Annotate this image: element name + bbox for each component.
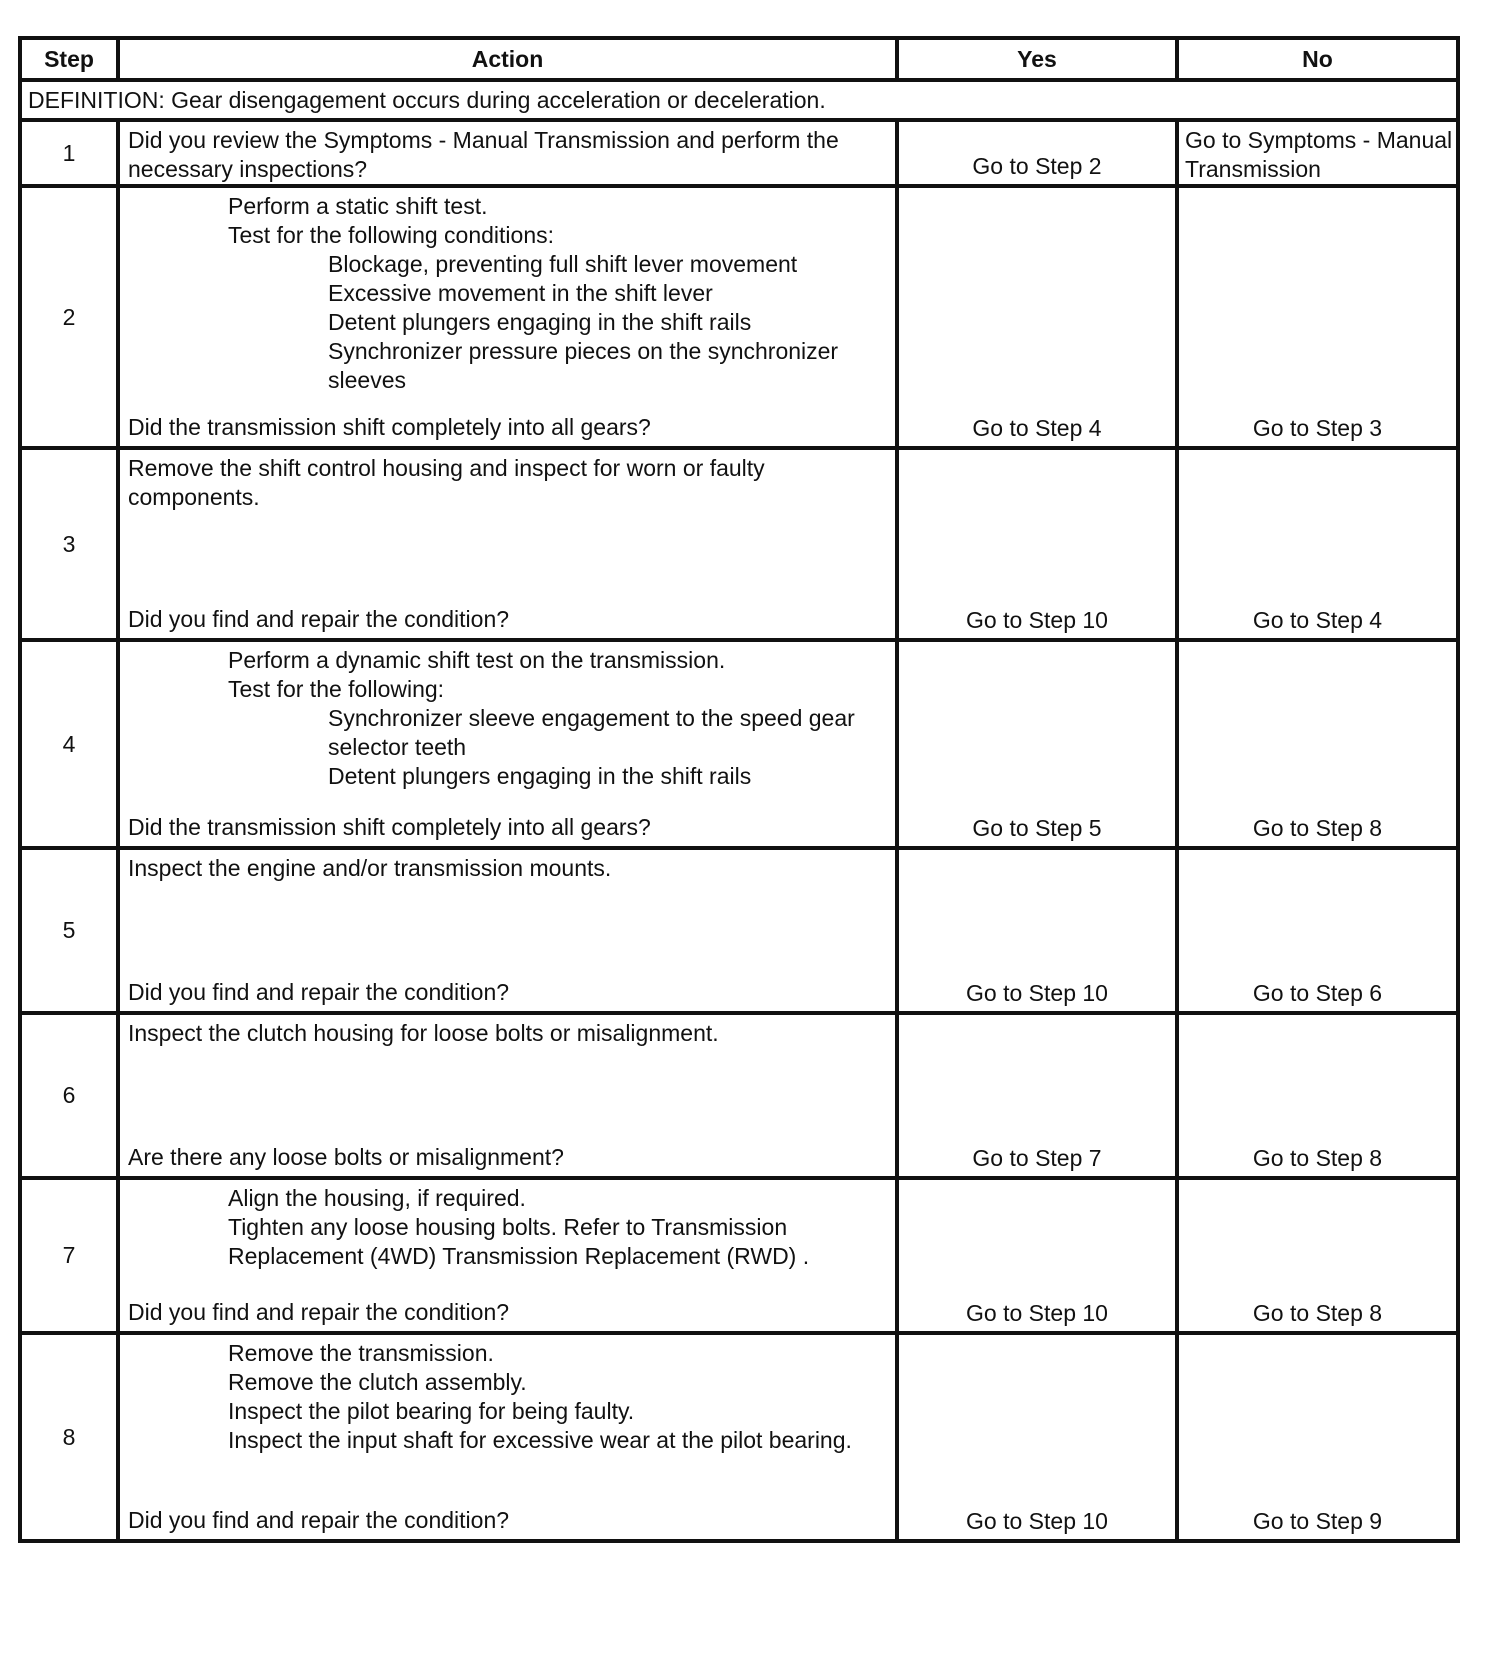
action-question: Are there any loose bolts or misalignment? xyxy=(128,1144,564,1170)
action-question: Did the transmission shift completely into all gears? xyxy=(128,814,651,840)
yes-cell xyxy=(897,448,1177,640)
definition-text: DEFINITION: Gear disengagement occurs during acceleration or deceleration. xyxy=(20,80,1458,120)
step-action xyxy=(118,1333,897,1541)
no-cell xyxy=(1177,448,1458,640)
action-line: Inspect the input shaft for excessive wear at the pilot bearing. xyxy=(228,1427,852,1453)
action-line: Excessive movement in the shift lever xyxy=(328,280,713,306)
step-row xyxy=(20,1178,1458,1333)
no-outcome: Go to Step 8 xyxy=(1252,1145,1383,1171)
header-no: No xyxy=(1177,38,1458,80)
step-action xyxy=(118,848,897,1013)
yes-cell xyxy=(897,848,1177,1013)
step-number: 4 xyxy=(20,640,118,848)
step-number: 8 xyxy=(20,1333,118,1541)
step-number: 2 xyxy=(20,186,118,448)
yes-cell xyxy=(897,1013,1177,1178)
yes-outcome: Go to Step 10 xyxy=(966,1300,1108,1326)
action-line: Align the housing, if required. xyxy=(228,1185,526,1211)
step-number: 3 xyxy=(20,448,118,640)
action-line: Detent plungers engaging in the shift rails xyxy=(328,763,752,789)
yes-outcome: Go to Step 10 xyxy=(966,607,1108,633)
action-question: Did you find and repair the condition? xyxy=(128,979,510,1005)
step-row xyxy=(20,1333,1458,1541)
no-cell xyxy=(1177,1333,1458,1541)
action-question: Did the transmission shift completely into all gears? xyxy=(128,414,651,440)
no-cell xyxy=(1177,1178,1458,1333)
no-outcome: Go to Step 9 xyxy=(1252,1508,1383,1534)
action-line: Perform a dynamic shift test on the transmission. xyxy=(228,647,726,673)
action-question: Did you find and repair the condition? xyxy=(128,1507,510,1533)
step-number: 7 xyxy=(20,1178,118,1333)
no-cell xyxy=(1177,1013,1458,1178)
yes-cell xyxy=(897,1178,1177,1333)
no-outcome: Go to Step 4 xyxy=(1252,607,1383,633)
header-row xyxy=(20,38,1458,80)
step-row xyxy=(20,448,1458,640)
action-line: Remove the shift control housing and inspect for worn or faulty components. xyxy=(128,455,765,510)
step-row xyxy=(20,120,1458,186)
yes-cell xyxy=(897,186,1177,448)
action-question: Did you find and repair the condition? xyxy=(128,1299,510,1325)
no-outcome: Go to Symptoms - Manual Transmission xyxy=(1185,127,1453,182)
action-question: Did you review the Symptoms - Manual Transmission and perform the necessary inspections? xyxy=(128,127,839,182)
action-line: Inspect the clutch housing for loose bolts or misalignment. xyxy=(128,1020,719,1046)
action-line: Synchronizer pressure pieces on the synchronizer sleeves xyxy=(328,338,839,393)
action-line: Remove the transmission. xyxy=(228,1340,494,1366)
header-yes: Yes xyxy=(897,38,1177,80)
step-row xyxy=(20,1013,1458,1178)
step-action xyxy=(118,120,897,186)
header-step: Step xyxy=(20,38,118,80)
no-cell xyxy=(1177,848,1458,1013)
action-line: Blockage, preventing full shift lever movement xyxy=(328,251,798,277)
step-action xyxy=(118,186,897,448)
step-number: 1 xyxy=(20,120,118,186)
no-cell xyxy=(1177,120,1458,186)
header-action: Action xyxy=(118,38,897,80)
step-action xyxy=(118,640,897,848)
action-line: Remove the clutch assembly. xyxy=(228,1369,527,1395)
step-action xyxy=(118,1178,897,1333)
no-cell xyxy=(1177,186,1458,448)
action-question: Did you find and repair the condition? xyxy=(128,606,510,632)
action-line: Synchronizer sleeve engagement to the speed gear selector teeth xyxy=(328,705,855,760)
yes-outcome: Go to Step 10 xyxy=(966,1508,1108,1534)
action-line: Detent plungers engaging in the shift rails xyxy=(328,309,752,335)
diagnostic-table xyxy=(18,36,1460,1543)
no-cell xyxy=(1177,640,1458,848)
action-line: Test for the following: xyxy=(228,676,445,702)
step-action xyxy=(118,448,897,640)
no-outcome: Go to Step 3 xyxy=(1252,415,1383,441)
step-action xyxy=(118,1013,897,1178)
step-number: 6 xyxy=(20,1013,118,1178)
no-outcome: Go to Step 8 xyxy=(1252,1300,1383,1326)
step-number: 5 xyxy=(20,848,118,1013)
action-line: Perform a static shift test. xyxy=(228,193,488,219)
action-line: Tighten any loose housing bolts. Refer to Transmission Replacement (4WD) Transmission Replacement (RWD) . xyxy=(228,1214,810,1269)
step-row xyxy=(20,186,1458,448)
yes-outcome: Go to Step 7 xyxy=(972,1145,1102,1171)
definition-row xyxy=(20,80,1458,120)
action-line: Inspect the pilot bearing for being faulty. xyxy=(228,1398,635,1424)
yes-cell xyxy=(897,1333,1177,1541)
action-line: Inspect the engine and/or transmission mounts. xyxy=(128,855,612,881)
yes-outcome: Go to Step 5 xyxy=(972,815,1102,841)
yes-outcome: Go to Step 10 xyxy=(966,980,1108,1006)
yes-outcome: Go to Step 4 xyxy=(972,415,1102,441)
yes-outcome: Go to Step 2 xyxy=(972,153,1102,179)
action-line: Test for the following conditions: xyxy=(228,222,555,248)
yes-cell xyxy=(897,640,1177,848)
yes-cell xyxy=(897,120,1177,186)
no-outcome: Go to Step 6 xyxy=(1252,980,1383,1006)
no-outcome: Go to Step 8 xyxy=(1252,815,1383,841)
step-row xyxy=(20,848,1458,1013)
step-row xyxy=(20,640,1458,848)
